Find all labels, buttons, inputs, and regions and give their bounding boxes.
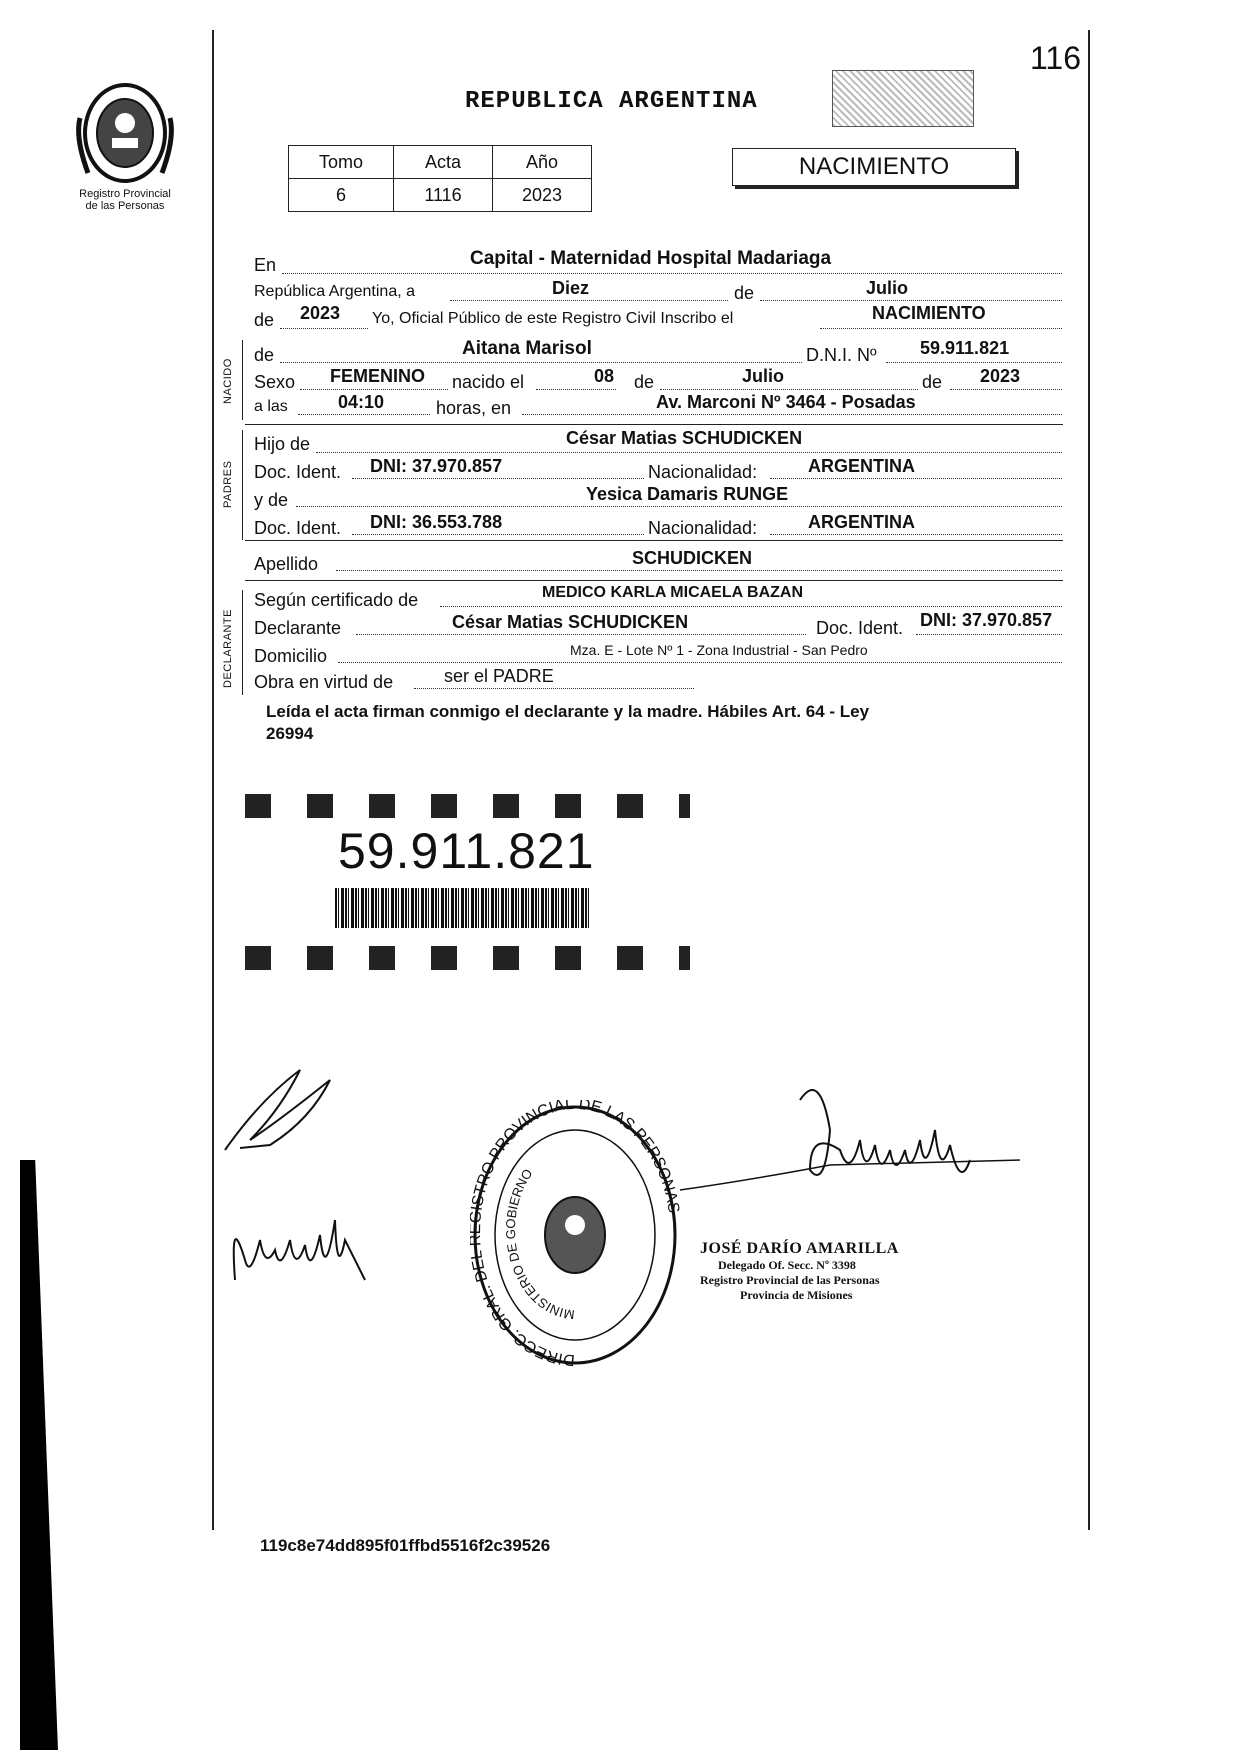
label-declarante: Declarante <box>254 618 342 638</box>
line-madre <box>296 506 1062 507</box>
side-label-declarante: DECLARANTE <box>222 609 234 688</box>
label-hijo: Hijo de <box>254 434 311 454</box>
stamp-outer-text: DIRECC. GRAL. DE ISTRO PROVINCIAL DE LAS PERSONA <box>470 1100 680 1369</box>
label-doc2: Doc. Ident. <box>254 518 342 538</box>
side-label-padres: PADRES <box>222 460 234 508</box>
value-lugar: Capital - Maternidad Hospital Madariaga <box>470 248 832 269</box>
label-segun: Según certificado de <box>254 590 419 610</box>
page-number: 116 <box>1030 40 1082 76</box>
label-de3: de <box>254 345 275 365</box>
legal-note-line1: Leída el acta firman conmigo el declarante y la madre. Hábiles Art. 64 - Ley <box>266 702 870 721</box>
line-declarante <box>356 634 806 635</box>
line-en <box>282 273 1062 274</box>
value-mes: Julio <box>866 278 909 298</box>
line-nac-dia <box>536 389 616 390</box>
value-declarante: César Matias SCHUDICKEN <box>452 612 689 632</box>
section-divider-3 <box>245 580 1063 581</box>
signature-mother <box>225 1180 385 1300</box>
label-domicilio: Domicilio <box>254 646 328 666</box>
line-doc-madre <box>352 534 644 535</box>
scan-edge <box>20 1160 58 1750</box>
document-hash: 119c8e74dd895f01ffbd5516f2c39526 <box>260 1536 551 1555</box>
barcode <box>335 888 591 928</box>
label-apellido: Apellido <box>254 554 319 574</box>
line-certificado <box>440 606 1062 607</box>
value-sexo: FEMENINO <box>330 366 426 386</box>
line-nac-anio <box>950 389 1062 390</box>
value-doc-declarante: DNI: 37.970.857 <box>920 610 1053 630</box>
value-dni: 59.911.821 <box>920 338 1010 358</box>
value-nombre: Aitana Marisol <box>462 338 592 359</box>
label-en: En <box>254 255 277 275</box>
line-doc-padre <box>352 478 644 479</box>
section-divider-1 <box>245 424 1063 425</box>
line-obra <box>414 688 694 689</box>
barcode-number: 59.911.821 <box>338 823 595 879</box>
value-tipo: NACIMIENTO <box>872 303 986 323</box>
value-dia: Diez <box>552 278 590 298</box>
line-sexo <box>300 389 448 390</box>
value-doc-madre: DNI: 36.553.788 <box>370 512 503 532</box>
line-apellido <box>336 570 1062 571</box>
value-tomo: 6 <box>289 179 394 212</box>
label-oficial: Yo, Oficial Público de este Registro Civil Inscribo el <box>372 310 734 327</box>
value-anio-reg: 2023 <box>300 303 341 323</box>
line-domicilio <box>338 662 1062 663</box>
line-dia <box>450 300 728 301</box>
line-dni <box>886 362 1062 363</box>
line-hora <box>298 414 430 415</box>
label-republica: República Argentina, a <box>254 283 415 300</box>
label-nacido: nacido el <box>452 372 525 392</box>
label-dni: D.N.I. Nº <box>806 345 877 365</box>
registry-line2: de las Personas <box>85 200 165 212</box>
label-sexo: Sexo <box>254 372 296 392</box>
provincial-seal-logo <box>70 78 180 188</box>
value-doc-padre: DNI: 37.970.857 <box>370 456 503 476</box>
label-horas: horas, en <box>436 398 512 418</box>
label-obra: Obra en virtud de <box>254 672 394 692</box>
line-mes <box>760 300 1062 301</box>
label-nac1: Nacionalidad: <box>648 462 758 482</box>
right-border-line <box>1088 30 1090 1530</box>
side-label-nacido: NACIDO <box>222 358 234 404</box>
official-name: JOSÉ DARÍO AMARILLA <box>700 1240 899 1257</box>
country-title: REPUBLICA ARGENTINA <box>465 88 758 115</box>
label-nac2: Nacionalidad: <box>648 518 758 538</box>
tomo-acta-table <box>288 145 592 212</box>
header-acta: Acta <box>394 146 493 179</box>
section-bracket-nacido <box>242 340 243 420</box>
label-yde: y de <box>254 490 289 510</box>
official-line4: Provincia de Misiones <box>740 1288 853 1302</box>
value-madre: Yesica Damaris RUNGE <box>586 484 789 504</box>
label-doc3: Doc. Ident. <box>816 618 904 638</box>
line-nac-mes <box>660 389 918 390</box>
header-anio: Año <box>493 146 592 179</box>
section-divider-2 <box>245 540 1063 541</box>
value-acta: 1116 <box>394 179 493 212</box>
label-alas: a las <box>254 398 288 415</box>
value-nac-anio: 2023 <box>980 366 1021 386</box>
record-type-box: NACIMIENTO <box>732 148 1016 186</box>
line-tipo <box>820 328 1062 329</box>
signature-declarant <box>220 1060 350 1160</box>
line-anio <box>280 328 368 329</box>
official-line2: Delegado Of. Secc. Nº 3398 <box>718 1258 856 1272</box>
registry-line1: Registro Provincial <box>79 188 171 200</box>
label-de2: de <box>254 310 275 330</box>
security-pattern-top <box>245 794 690 818</box>
label-de4: de <box>634 372 655 392</box>
official-info <box>700 1240 899 1303</box>
section-bracket-declarante <box>242 590 243 695</box>
legal-note-line2: 26994 <box>266 724 314 743</box>
value-nac-mes: Julio <box>742 366 785 386</box>
security-hologram <box>832 70 974 127</box>
registry-label <box>50 188 200 212</box>
line-padre <box>316 452 1062 453</box>
value-padre: César Matias SCHUDICKEN <box>566 428 803 448</box>
official-stamp <box>470 1100 680 1370</box>
line-lugar-nac <box>522 414 1062 415</box>
value-anio: 2023 <box>493 179 592 212</box>
value-apellido: SCHUDICKEN <box>632 548 753 568</box>
security-pattern-bottom <box>245 946 690 970</box>
label-de5: de <box>922 372 943 392</box>
value-domicilio: Mza. E - Lote Nº 1 - Zona Industrial - San Pedro <box>570 642 868 658</box>
value-obra: ser el PADRE <box>444 666 554 686</box>
value-nac-dia: 08 <box>594 366 615 386</box>
value-hora: 04:10 <box>338 392 385 412</box>
label-doc1: Doc. Ident. <box>254 462 342 482</box>
line-nombre <box>280 362 802 363</box>
line-nac-madre <box>770 534 1062 535</box>
label-de1: de <box>734 283 755 303</box>
value-certificado: MEDICO KARLA MICAELA BAZAN <box>542 584 804 601</box>
section-bracket-padres <box>242 430 243 540</box>
value-lugar-nac: Av. Marconi Nº 3464 - Posadas <box>656 392 916 412</box>
value-nac-padre: ARGENTINA <box>808 456 915 476</box>
header-tomo: Tomo <box>289 146 394 179</box>
left-border-line <box>212 30 214 1530</box>
line-nac-padre <box>770 478 1062 479</box>
signature-official <box>650 1070 1030 1240</box>
official-line3: Registro Provincial de las Personas <box>700 1273 880 1287</box>
value-nac-madre: ARGENTINA <box>808 512 915 532</box>
stamp-inner-text: MINISTERIO DE GOBIERNO <box>502 1166 576 1323</box>
line-doc-declarante <box>916 634 1062 635</box>
